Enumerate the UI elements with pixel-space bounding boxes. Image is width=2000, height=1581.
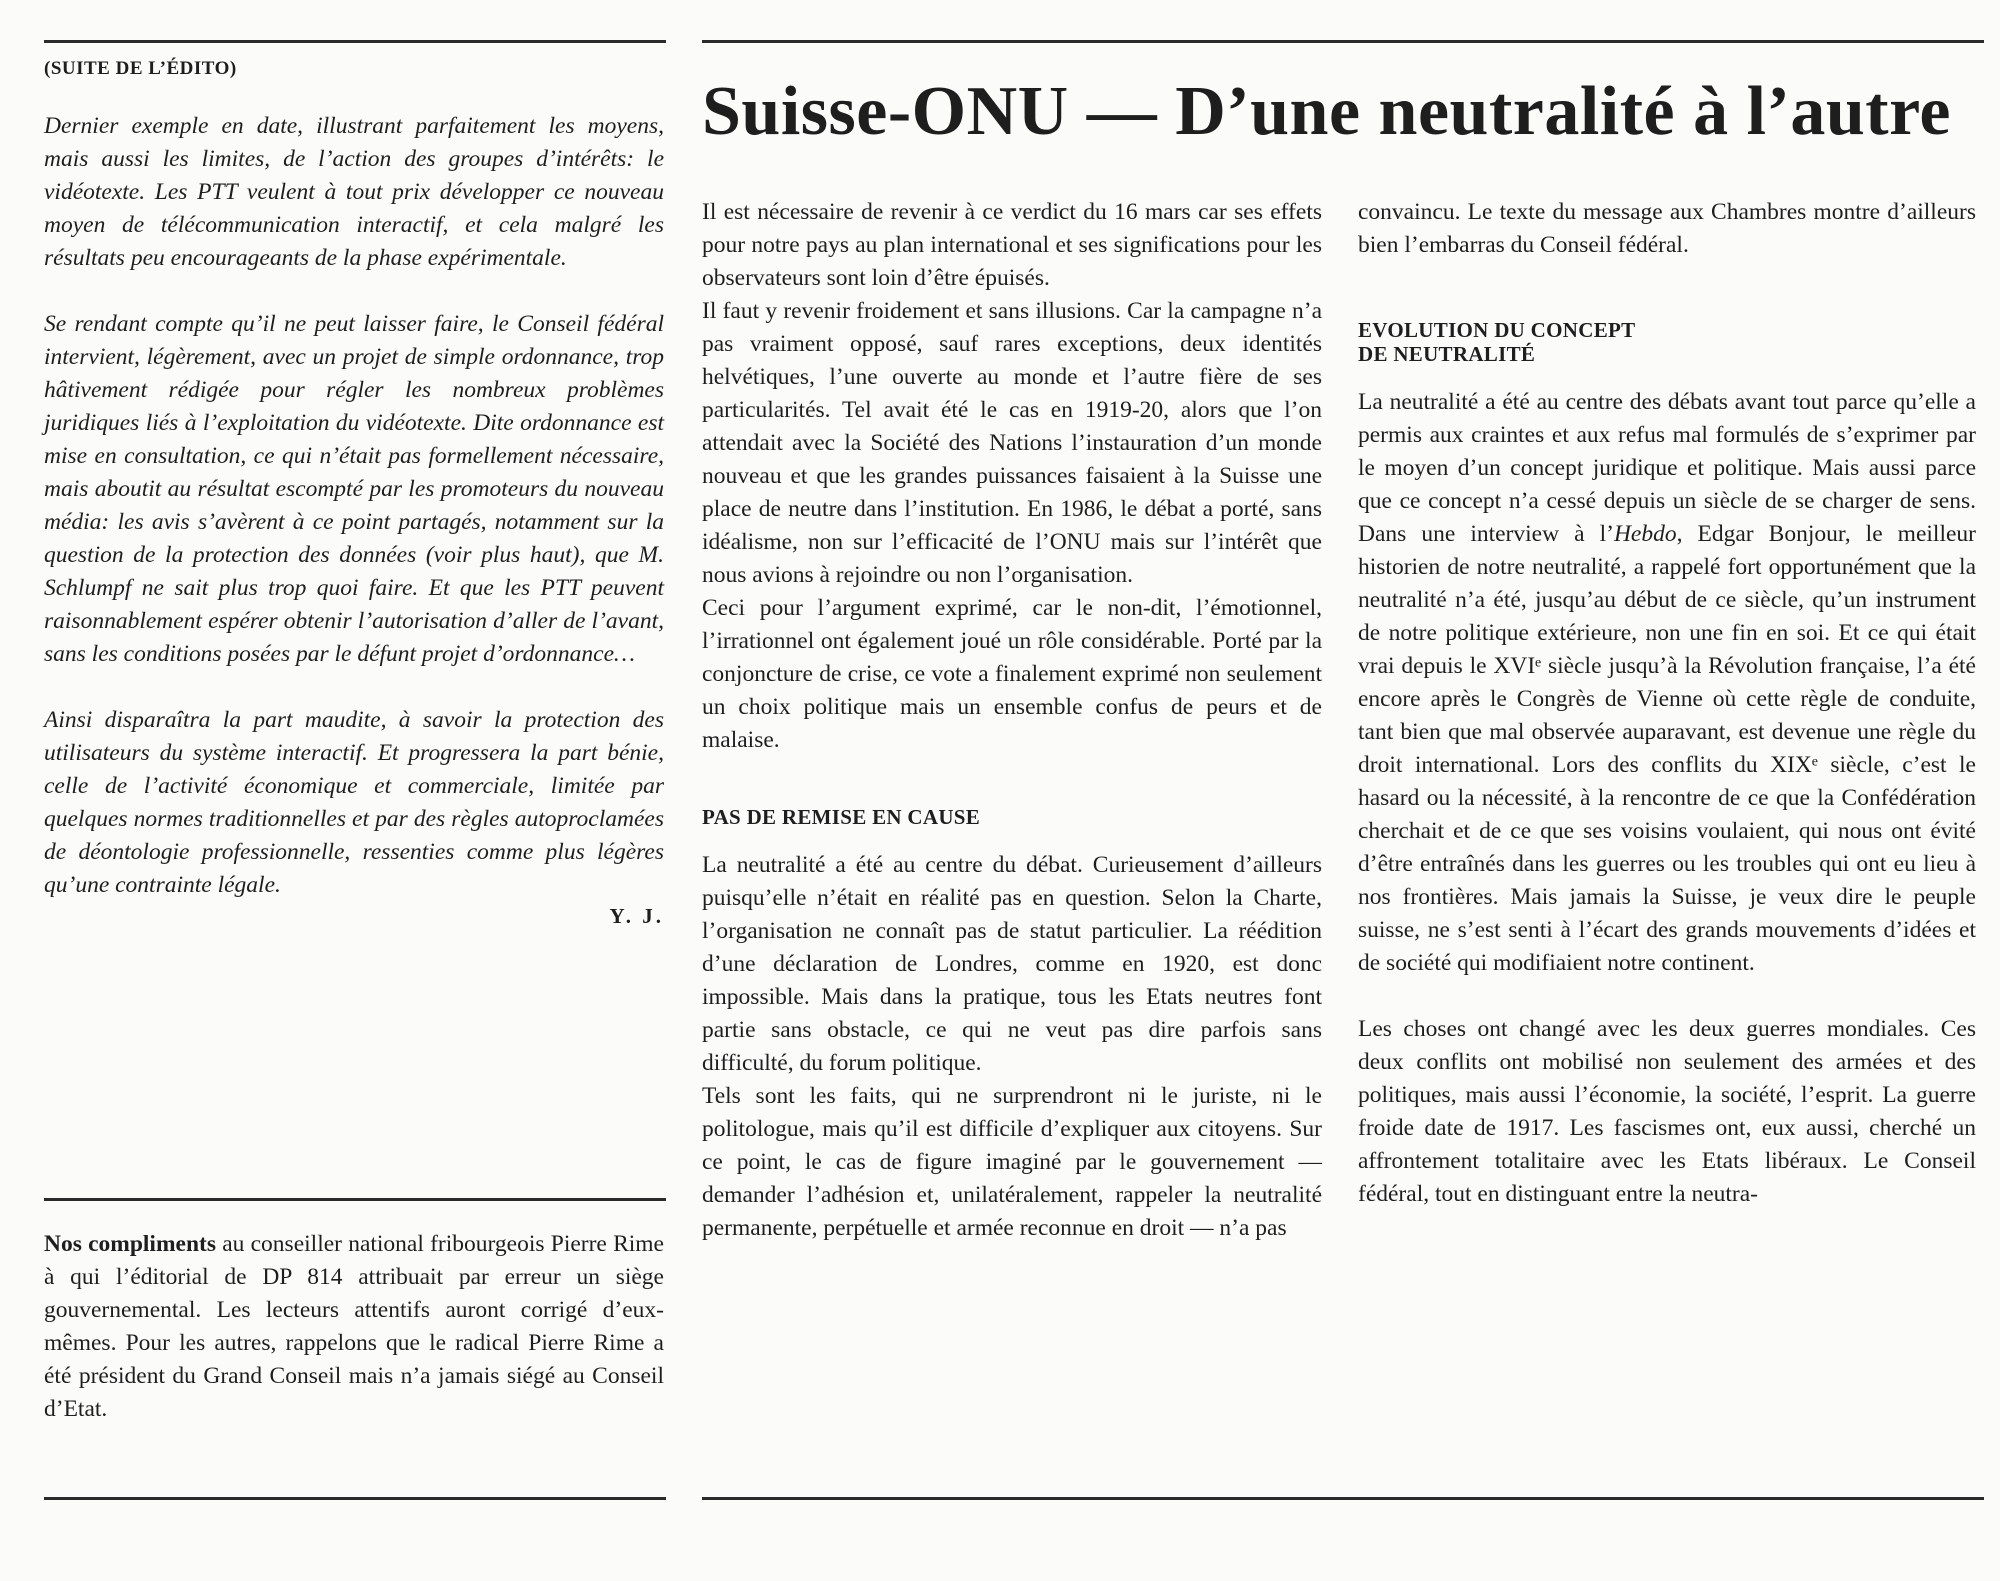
article-subhead: PAS DE REMISE EN CAUSE xyxy=(702,805,981,829)
article-paragraph: Tels sont les faits, qui ne surprendront ni le juriste, ni le politologue, mais qu’il est difficile d’expliquer aux citoyens. Sur ce point, le cas de figure imaginé par le gouvernement — demander l’adhésion et, unilatéralement, rappeler la neutralité permanente, perpétuelle et armée reconnue en droit — n’a pas xyxy=(702,1083,1322,1241)
left-top-rule xyxy=(44,40,666,43)
article-paragraph xyxy=(1358,386,1976,980)
article-paragraph: convaincu. Le texte du message aux Chambres montre d’ailleurs bien l’embarras du Conseil fédéral. xyxy=(1358,199,1976,258)
article-subhead-line: DE NEUTRALITÉ xyxy=(1358,342,1536,366)
editorial-paragraph: Dernier exemple en date, illustrant parfaitement les moyens, mais aussi les limites, de l’action des groupes d’intérêts: le vidéotexte. Les PTT veulent à tout prix développer ce nouveau moyen de télécommunication interactif, et cela malgré les résultats peu encourageants de la phase expérimentale. xyxy=(44,113,664,271)
article-column-2 xyxy=(1358,196,1976,1211)
article-subhead xyxy=(1358,318,1976,366)
left-mid-rule xyxy=(44,1198,666,1201)
right-bottom-rule xyxy=(702,1497,1984,1500)
article-paragraph: Il est nécessaire de revenir à ce verdict du 16 mars car ses effets pour notre pays au plan international et ses significations pour les observateurs sont loin d’être épuisés. xyxy=(702,199,1322,291)
article-subhead-line: EVOLUTION DU CONCEPT xyxy=(1358,318,1636,342)
editorial-signature: Y. J. xyxy=(609,904,664,928)
article-column-1 xyxy=(702,196,1322,1245)
article-paragraph: Les choses ont changé avec les deux guerres mondiales. Ces deux conflits ont mobilisé non seulement des armées et des politiques, mais aussi l’économie, la société, l’esprit. La guerre froide date de 1917. Les fascismes ont, eux aussi, cherché un affrontement totalitaire avec les Etats libéraux. Le Conseil fédéral, tout en distinguant entre la neutra- xyxy=(1358,1016,1976,1207)
right-top-rule xyxy=(702,40,1984,43)
hebdo-title: Hebdo xyxy=(1613,521,1677,547)
article-paragraph: Il faut y revenir froidement et sans illusions. Car la campagne n’a pas vraiment opposé, sauf rares exceptions, deux identités helvétiques, l’une ouverte au monde et l’autre fière de ses particularités. Tel avait été le cas en 1919-20, alors que l’on attendait avec la Société des Nations l’instauration d’un monde nouveau et que les grandes puissances faisaient à la Suisse une place de neutre dans l’institution. En 1986, le débat a porté, sans idéalisme, non sur l’efficacité de l’ONU mais sur l’intérêt que nous avions à rejoindre ou non l’organisation. xyxy=(702,298,1322,588)
article-text: La neutralité a été au centre des débats avant tout parce qu’elle a permis aux craintes et aux refus mal formulés de s’exprimer par le moyen d’un concept juridique et politique. Mais aussi parce que ce concept n’a cessé depuis un siècle de se charger de sens. Dans une interview à l’ xyxy=(1358,389,1976,547)
article-text: , Edgar Bonjour, le meilleur historien de notre neutralité, a rappelé fort opportunément que la neutralité n’a été, jusqu’au début de ce siècle, qu’un instrument de notre politique extérieure, non une fin en soi. Et ce qui était vrai depuis le XVIᵉ siècle jusqu’à la Révolution française, l’a été encore après le Congrès de Vienne où cette règle de conduite, tant bien que mal observée auparavant, est devenue une règle du droit international. Lors des conflits du XIXᵉ siècle, c’est le hasard ou la nécessité, à la rencontre de ce que la Confédération cherchait et de ce que ses voisins voulaient, qui nous ont évité d’être entraînés dans les guerres ou les troubles qui ont eu lieu à nos frontières. Mais jamais la Suisse, je veux dire le peuple suisse, ne s’est senti à l’écart des grands mouvements d’idées et de société qui modifiaient notre continent. xyxy=(1358,521,1976,976)
editorial-continuation xyxy=(44,58,664,929)
article-paragraph: Ceci pour l’argument exprimé, car le non-dit, l’émotionnel, l’irrationnel ont également joué un rôle considérable. Porté par la conjoncture de crise, ce vote a finalement exprimé non seulement un choix politique mais un ensemble confus de peurs et de malaise. xyxy=(702,595,1322,753)
editorial-paragraph: Ainsi disparaîtra la part maudite, à savoir la protection des utilisateurs du système interactif. Et progressera la part bénie, celle de l’activité économique et commerciale, limitée par quelques normes traditionnelles et par des règles autoproclamées de déontologie professionnelle, ressenties comme plus légères qu’une contrainte légale. xyxy=(44,707,664,898)
article-title: Suisse-ONU — D’une neutralité à l’autre xyxy=(702,73,1951,150)
left-bottom-rule xyxy=(44,1497,666,1500)
editorial-kicker: (SUITE DE L’ÉDITO) xyxy=(44,58,237,79)
compliments-text: au conseiller national fribourgeois Pierre Rime à qui l’éditorial de DP 814 attribuait par erreur un siège gouvernemental. Les lecteurs attentifs auront corrigé d’eux-mêmes. Pour les autres, rappelons que le radical Pierre Rime a été président du Grand Conseil mais n’a jamais siégé au Conseil d’Etat. xyxy=(44,1231,664,1422)
compliments-note xyxy=(44,1228,664,1426)
editorial-paragraph: Se rendant compte qu’il ne peut laisser faire, le Conseil fédéral intervient, légèrement, avec un projet de simple ordonnance, trop hâtivement rédigée pour régler les nombreux problèmes juridiques liés à l’exploitation du vidéotexte. Dite ordonnance est mise en consultation, ce qui n’était pas formellement nécessaire, mais aboutit au résultat escompté par les promoteurs du nouveau média: les avis s’avèrent à ce point partagés, notamment sur la question de la protection des données (voir plus haut), que M. Schlumpf ne sait plus trop quoi faire. Et que les PTT peuvent raisonnablement espérer obtenir l’autorisation d’aller de l’avant, sans les conditions posées par le défunt projet d’ordonnance… xyxy=(44,311,664,667)
compliments-paragraph xyxy=(44,1228,664,1426)
compliments-lead: Nos compliments xyxy=(44,1231,217,1257)
article-paragraph: La neutralité a été au centre du débat. Curieusement d’ailleurs puisqu’elle n’était en réalité pas en question. Selon la Charte, l’organisation ne connaît pas de statut particulier. La réédition d’une déclaration de Londres, comme en 1920, est donc impossible. Mais dans la pratique, tous les Etats neutres font partie sans obstacle, ce qui ne veut pas dire parfois sans difficulté, du forum politique. xyxy=(702,852,1322,1076)
